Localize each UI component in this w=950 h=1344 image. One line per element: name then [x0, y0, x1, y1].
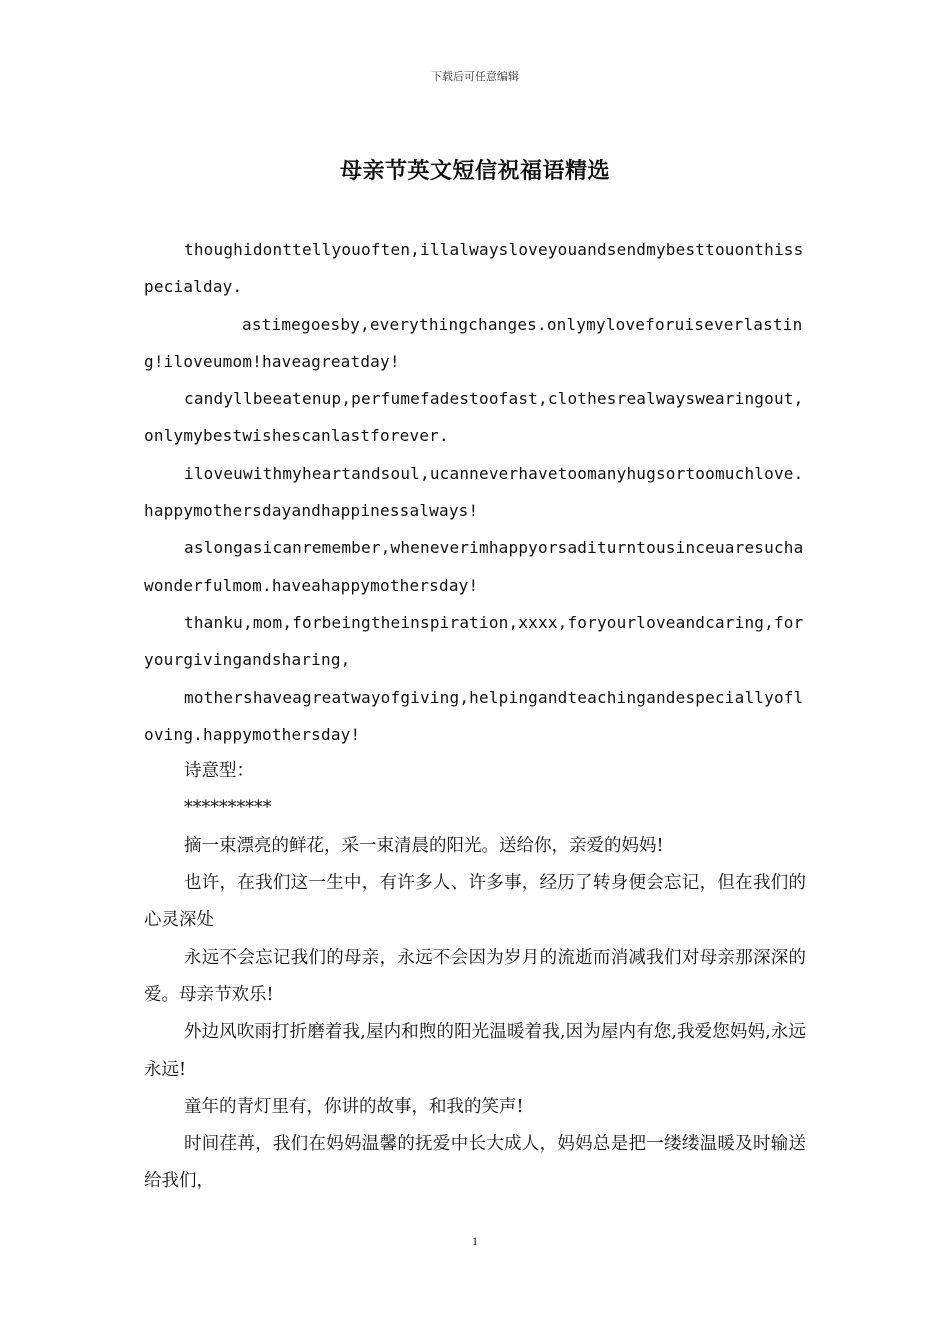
paragraph: 时间荏苒，我们在妈妈温馨的抚爱中长大成人，妈妈总是把一缕缕温暖及时输送给我们， — [144, 1134, 806, 1192]
paragraph: aslongasicanremember,wheneverimhappyorsaditurntousinceuaresuchawonderfulmom.haveahappymothersday! — [144, 538, 804, 595]
paragraph: thanku,mom,forbeingtheinspiration,xxxx,foryourloveandcaring,foryourgivingandsharing, — [144, 612, 804, 670]
paragraph: 永远不会忘记我们的母亲，永远不会因为岁月的流逝而消减我们对母亲那深深的爱。母亲节欢乐! — [144, 947, 806, 1005]
paragraph: 外边风吹雨打折磨着我,屋内和煦的阳光温暖着我,因为屋内有您,我爱您妈妈,永远永远! — [144, 1022, 806, 1080]
document-title: 母亲节英文短信祝福语精选 — [339, 159, 610, 184]
paragraph: astimegoesby,everythingchanges.onlymyloveforuiseverlasting!iloveumom!haveagreatday! — [144, 314, 803, 371]
separator-text: ********** — [184, 798, 272, 819]
paragraph: 摘一束漂亮的鲜花，采一束清晨的阳光。送给你，亲爱的妈妈! — [184, 835, 664, 856]
page-header: 下载后可任意编辑 — [431, 70, 519, 83]
paragraph: candyllbeeatenup,perfumefadestoofast,clothesrealwayswearingout,onlymybestwishescanlastforever. — [144, 389, 804, 446]
paragraph: iloveuwithmyheartandsoul,ucanneverhavetoomanyhugsortoomuchlove.happymothersdayandhappinessalways! — [144, 463, 804, 521]
paragraph: thoughidonttellyouoften,illalwaysloveyouandsendmybesttouonthisspecialday. — [144, 240, 804, 297]
page-number: 1 — [472, 1234, 478, 1248]
document-body — [144, 231, 806, 1201]
section-label: 诗意型： — [184, 761, 254, 782]
paragraph: 童年的青灯里有，你讲的故事，和我的笑声! — [184, 1096, 524, 1117]
paragraph: 也许，在我们这一生中，有许多人、许多事，经历了转身便会忘记，但在我们的心灵深处 — [144, 873, 806, 931]
paragraph: mothershaveagreatwayofgiving,helpingandteachingandespeciallyofloving.happymothersday! — [144, 687, 804, 744]
